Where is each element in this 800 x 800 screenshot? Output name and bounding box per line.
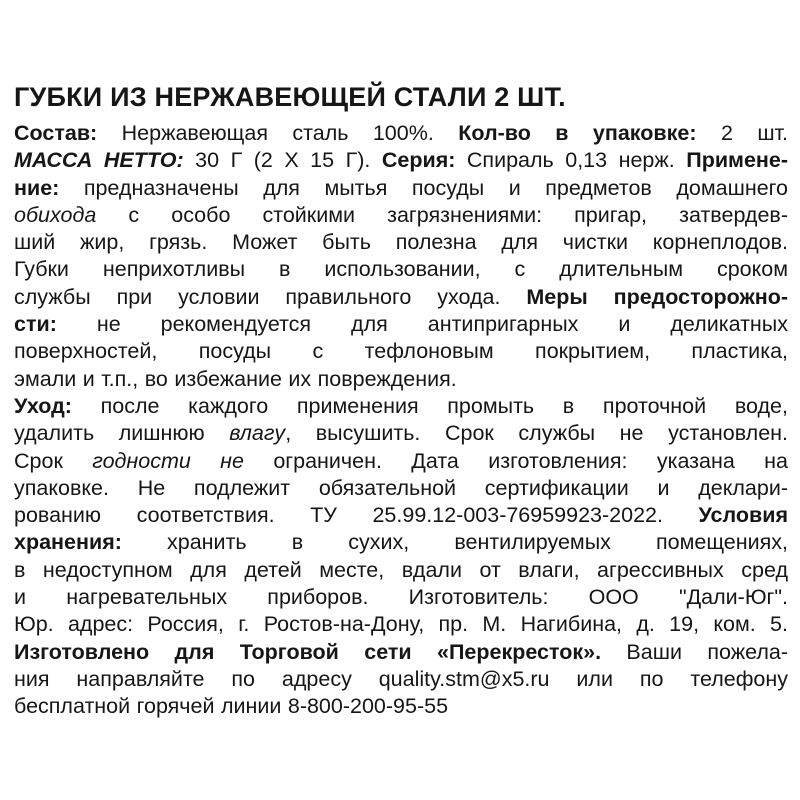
label-line — [14, 557, 788, 584]
text-run: упаковке. Не подлежит обязательной сертификации и деклари- — [14, 475, 788, 500]
label-line — [14, 584, 788, 611]
label-line — [14, 147, 788, 174]
label-line — [14, 529, 788, 556]
product-title: ГУБКИ ИЗ НЕРЖАВЕЮЩЕЙ СТАЛИ 2 ШТ. — [14, 82, 566, 112]
label-line — [14, 639, 788, 666]
text-run: предназначены для мытья посуды и предметов домашнего — [83, 175, 788, 200]
text-run: и нагревательных приборов. Изготовитель: ООО "Дали-Юг". — [14, 585, 788, 610]
label-line — [14, 502, 788, 529]
label-line — [14, 311, 788, 338]
text-run: рованию соответствия. ТУ 25.99.12-003-76959923-2022. — [14, 503, 699, 528]
text-run: с особо стойкими загрязнениями: пригар, затвердев- — [96, 202, 788, 227]
text-run: МАССА НЕТТО: — [14, 148, 196, 173]
text-run: Изготовлено для Торговой сети «Перекресток». — [14, 639, 627, 664]
label-line — [14, 284, 788, 311]
text-run: удалить лишнюю — [14, 421, 230, 446]
text-run: эмали и т.п., во избежание их повреждения. — [14, 366, 457, 391]
label-line — [14, 229, 788, 256]
text-run: обихода — [14, 202, 97, 227]
text-run: Серия: — [381, 148, 467, 173]
label-line — [14, 202, 788, 229]
text-run: Срок — [14, 448, 93, 473]
text-run: Примене- — [686, 148, 789, 173]
label-line — [14, 256, 788, 283]
text-run: хранения: — [14, 530, 168, 555]
text-run: годности не — [92, 448, 244, 473]
text-run: службы при условии правильного ухода. — [14, 284, 527, 309]
text-run: поверхностей, посуды с тефлоновым покрытием, пластика, — [14, 339, 788, 364]
text-run: хранить в сухих, вентилируемых помещениях, — [167, 530, 789, 555]
label-line — [14, 120, 788, 147]
label-line — [14, 420, 788, 447]
label-line — [14, 338, 788, 365]
text-run: Спираль 0,13 нерж. — [466, 148, 687, 173]
label-line — [14, 448, 788, 475]
text-run: ние: — [14, 175, 84, 200]
label-line — [14, 693, 788, 720]
text-run: Условия — [698, 503, 788, 528]
label-line — [14, 393, 788, 420]
text-run: Юр. адрес: Россия, г. Ростов-на-Дону, пр. М. Нагибина, д. 19, ком. 5. — [14, 612, 788, 637]
label-line — [14, 611, 788, 638]
text-run: Уход: — [14, 393, 101, 418]
label-line — [14, 175, 788, 202]
label-line — [14, 366, 788, 393]
text-run: влагу — [229, 421, 286, 446]
text-run: после каждого применения промыть в проточной воде, — [100, 393, 788, 418]
text-run: , высушить. Срок службы не установлен. — [285, 421, 789, 446]
label-body — [14, 120, 788, 721]
text-run: в недоступном для детей месте, вдали от влаги, агрессивных сред — [14, 557, 788, 582]
text-run: Губки неприхотливы в использовании, с длительным сроком — [14, 257, 788, 282]
label-line — [14, 475, 788, 502]
text-run: ограничен. Дата изготовления: указана на — [243, 448, 788, 473]
text-run: 2 шт. — [720, 121, 788, 145]
text-run: Ваши пожела- — [626, 639, 788, 664]
text-run: 30 Г (2 Х 15 Г). — [195, 148, 382, 173]
text-run: сти: — [14, 312, 97, 337]
text-run: Состав: — [14, 121, 122, 145]
label-line — [14, 666, 788, 693]
text-run: Кол-во в упаковке: — [458, 121, 721, 145]
text-run: ший жир, грязь. Может быть полезна для чистки корнеплодов. — [14, 230, 788, 255]
text-run: бесплатной горячей линии 8-800-200-95-55 — [14, 694, 449, 719]
text-run: Нержавеющая сталь 100%. — [121, 121, 459, 145]
text-run: ния направляйте по адресу quality.stm@x5.ru или по телефону — [14, 666, 788, 691]
text-run: Меры предосторожно- — [526, 284, 788, 309]
text-run: не рекомендуется для антипригарных и деликатных — [96, 312, 788, 337]
